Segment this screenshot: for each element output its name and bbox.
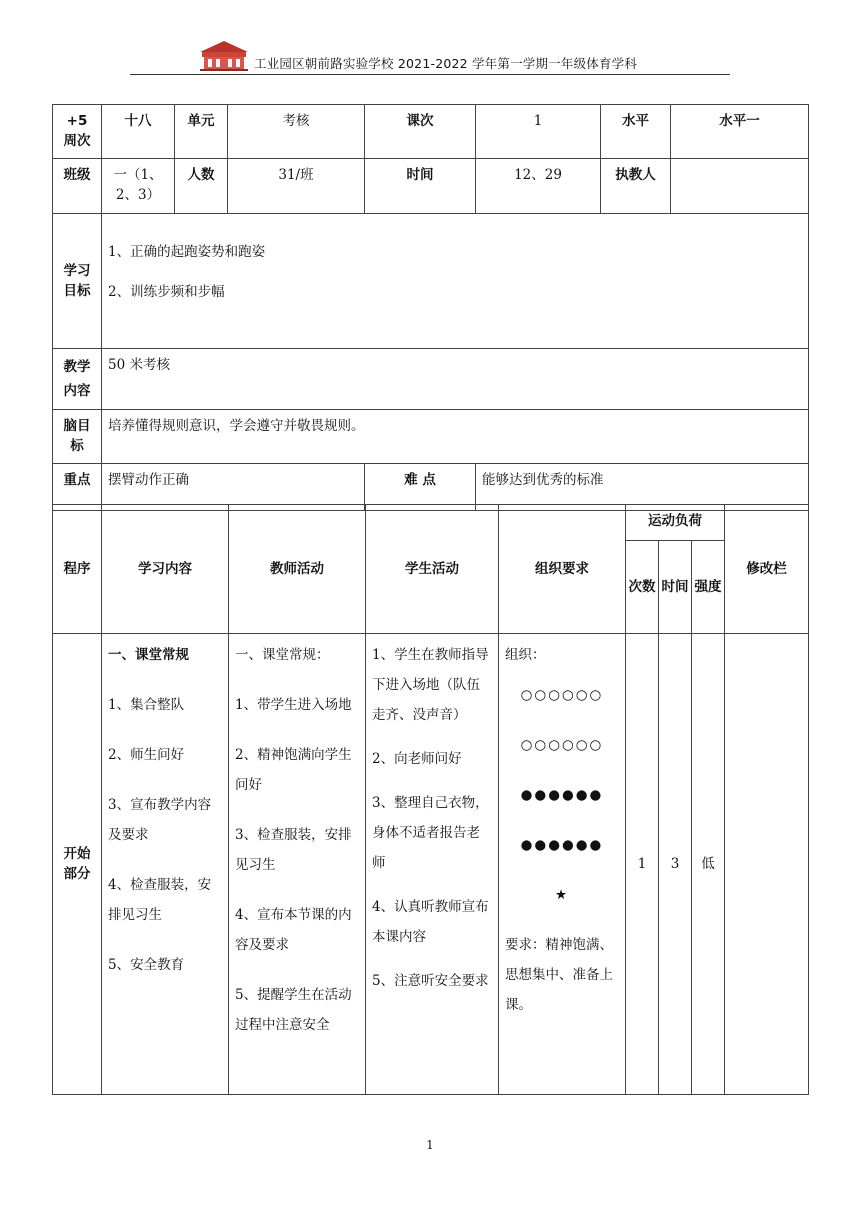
teacher-item: 2、精神饱满向学生问好: [235, 747, 352, 793]
week-value: 十八: [102, 105, 175, 159]
goal-item: 2、训练步频和步幅: [108, 284, 225, 300]
start-section-label: 开始部分: [53, 634, 102, 1095]
key-value: 摆臂动作正确: [102, 464, 365, 511]
time-label: 时间: [365, 159, 476, 214]
content-item: 1、集合整队: [108, 697, 185, 713]
teacher-item: 1、带学生进入场地: [235, 697, 352, 713]
student-formation-row: ○○○○○○: [520, 687, 604, 703]
load-intensity: 低: [692, 634, 725, 1095]
lesson-info-table: [52, 104, 809, 511]
class-label: 班级: [53, 159, 102, 214]
load-times: 1: [626, 634, 659, 1095]
col-intensity: 强度: [692, 541, 725, 634]
level-label: 水平: [601, 105, 671, 159]
time-value: 12、29: [476, 159, 601, 214]
unit-value: 考核: [228, 105, 365, 159]
key-label: 重点: [53, 464, 102, 511]
student-item: 4、认真听教师宣布本课内容: [372, 899, 489, 945]
teacher-title: 一、课堂常规：: [235, 647, 330, 663]
brain-value: 培养懂得规则意识，学会遵守并敬畏规则。: [102, 410, 809, 464]
content-title: 一、课堂常规: [108, 647, 189, 663]
org-title: 组织：: [505, 647, 546, 663]
content-item: 4、检查服装，安排见习生: [108, 877, 212, 923]
content-value: 50 米考核: [102, 349, 809, 410]
col-order: 程序: [53, 505, 102, 634]
col-times: 次数: [626, 541, 659, 634]
col-load: 运动负荷: [626, 505, 725, 541]
teacher-star-icon: ★: [554, 887, 570, 903]
page-number: 1: [426, 1138, 434, 1152]
content-item: 3、宣布教学内容及要求: [108, 797, 212, 843]
lesson-process-table: [52, 504, 809, 1095]
student-formation-row: ●●●●●●: [520, 787, 604, 803]
col-teacher: 教师活动: [229, 505, 366, 634]
class-value: 一（1、2、3）: [102, 159, 175, 214]
header-divider: [130, 74, 730, 75]
lesson-label: 课次: [365, 105, 476, 159]
col-revise: 修改栏: [725, 505, 809, 634]
col-content: 学习内容: [102, 505, 229, 634]
page-header: [196, 38, 736, 74]
col-org: 组织要求: [499, 505, 626, 634]
week-label: +5 周次: [53, 105, 102, 159]
difficulty-value: 能够达到优秀的标准: [476, 464, 809, 511]
teacher-label: 执教人: [601, 159, 671, 214]
student-item: 5、注意听安全要求: [372, 973, 489, 989]
difficulty-label: 难 点: [365, 464, 476, 511]
load-duration: 3: [659, 634, 692, 1095]
teacher-item: 5、提醒学生在活动过程中注意安全: [235, 987, 352, 1033]
teacher-value: [671, 159, 809, 214]
student-formation-row: ●●●●●●: [520, 837, 604, 853]
brain-label: 脑目标: [53, 410, 102, 464]
content-label: 教学内容: [53, 349, 102, 410]
student-formation-row: ○○○○○○: [520, 737, 604, 753]
student-item: 2、向老师问好: [372, 751, 462, 767]
org-requirement: 要求：精神饱满、思想集中、准备上课。: [505, 937, 613, 1013]
count-value: 31/班: [228, 159, 365, 214]
col-student: 学生活动: [366, 505, 499, 634]
teacher-item: 4、宣布本节课的内容及要求: [235, 907, 352, 953]
content-item: 5、安全教育: [108, 957, 185, 973]
goal-item: 1、正确的起跑姿势和跑姿: [108, 244, 266, 260]
school-logo: [196, 38, 252, 72]
teacher-item: 3、检查服装，安排见习生: [235, 827, 352, 873]
revise-cell: [725, 634, 809, 1095]
level-value: 水平一: [671, 105, 809, 159]
content-item: 2、师生问好: [108, 747, 185, 763]
count-label: 人数: [175, 159, 228, 214]
goals-label: 学习目标: [53, 214, 102, 349]
student-item: 1、学生在教师指导下进入场地（队伍走齐、没声音）: [372, 647, 489, 723]
lesson-value: 1: [476, 105, 601, 159]
student-item: 3、整理自己衣物，身体不适者报告老师: [372, 795, 489, 871]
unit-label: 单元: [175, 105, 228, 159]
header-title: 工业园区朝前路实验学校 2021-2022 学年第一学期一年级体育学科: [254, 56, 638, 71]
col-duration: 时间: [659, 541, 692, 634]
